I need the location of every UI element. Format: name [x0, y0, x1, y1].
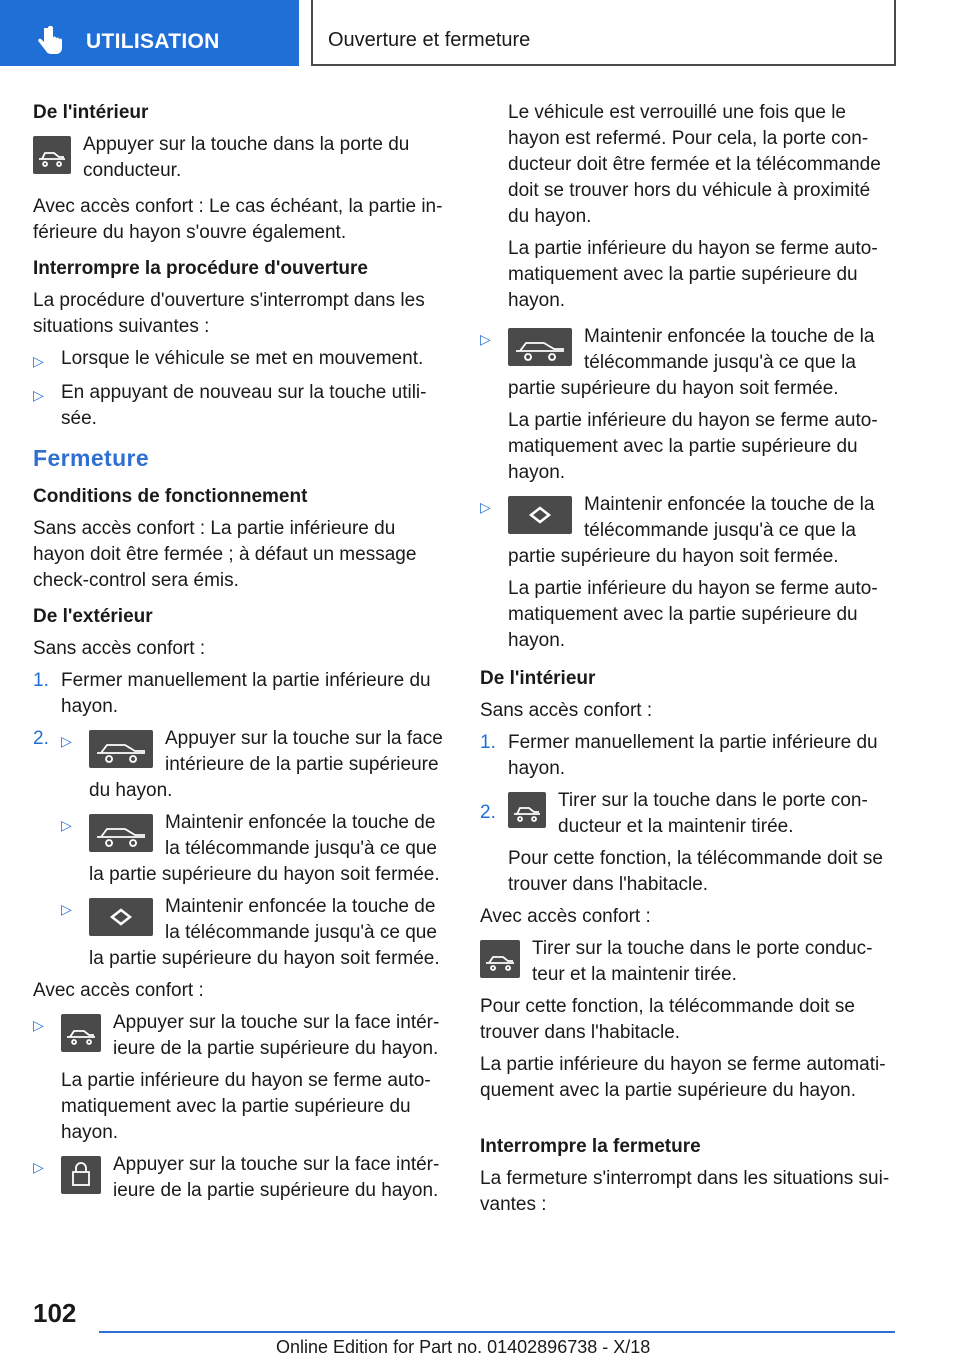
- car-tailgate-icon: [89, 730, 153, 768]
- avec-confort-label-right: Avec accès confort :: [480, 906, 651, 927]
- conditions-text: Sans accès confort : La partie inférieure du hayon doit être fermée ; à défaut un message check-control sera émis.: [33, 518, 417, 591]
- section-tab: [0, 0, 299, 66]
- step2-sub-b: ▷ Maintenir enfoncée la touche de la télécommande jusqu'à ce que la partie supérieure du hayon soit fermée.: [61, 812, 440, 885]
- left-column: [33, 100, 445, 1210]
- chapter-title-box: [311, 0, 896, 66]
- remote-diamond-icon: [508, 496, 572, 534]
- lock-icon: [61, 1156, 101, 1194]
- right-column: [480, 100, 894, 1218]
- confort-note-2: La partie inférieure du hayon se ferme automatiquement avec la partie supérieure du hayon.: [480, 1054, 886, 1101]
- section-label: UTILISATION: [86, 30, 220, 53]
- page-number: 102: [33, 1298, 77, 1328]
- heading-exterieur: De l'extérieur: [33, 606, 153, 627]
- list-item: ▷ Maintenir enfoncée la touche de la télécommande jusqu'à ce que la partie supérieure du hayon soit fermée. La partie inférieure du hayon se ferme automatiquement avec la partie supérieure du hayon.: [480, 494, 878, 651]
- car-tailgate-icon: [33, 136, 71, 174]
- section-heading-fermeture: Fermeture: [33, 445, 150, 471]
- heading-interrompre: Interrompre la procédure d'ouverture: [33, 258, 368, 279]
- list-item: ▷ Appuyer sur la touche sur la face intérieure de la partie supérieure du hayon. La partie inférieure du hayon se ferme automatiquement avec la partie supérieure du hayon.: [33, 1012, 440, 1143]
- car-tailgate-icon: [508, 328, 572, 366]
- confort-text: Avec accès confort : Le cas échéant, la partie inférieure du hayon s'ouvre également.: [33, 196, 443, 243]
- heading-interieur: De l'intérieur: [33, 102, 149, 123]
- step2-sub-c: ▷ Maintenir enfoncée la touche de la télécommande jusqu'à ce que la partie supérieure du hayon soit fermée.: [61, 896, 440, 969]
- heading-conditions: Conditions de fonctionnement: [33, 486, 308, 507]
- list-item: ▷ Lorsque le véhicule se met en mouvement.: [33, 348, 424, 369]
- sans-confort-label-right: Sans accès confort :: [480, 700, 653, 721]
- footer-edition: Online Edition for Part no. 01402896738 - X/18: [276, 1337, 651, 1357]
- avec-confort-label: Avec accès confort :: [33, 980, 204, 1001]
- footer-rule: [99, 1331, 895, 1333]
- step-item: 1. Fermer manuellement la partie inférieure du hayon.: [480, 732, 878, 779]
- car-tailgate-icon: [61, 1014, 101, 1052]
- list-item: ▷ En appuyant de nouveau sur la touche utilisée.: [33, 382, 427, 429]
- list-item: ▷ Maintenir enfoncée la touche de la télécommande jusqu'à ce que la partie supérieure du hayon soit fermée. La partie inférieure du hayon se ferme automatiquement avec la partie supérieure du hayon.: [480, 326, 878, 483]
- interieur-icon-paragraph: [33, 132, 445, 184]
- list-item: ▷ Appuyer sur la touche sur la face intérieure de la partie supérieure du hayon.: [33, 1154, 440, 1201]
- step2-sub-a: ▷ Appuyer sur la touche sur la face intérieure de la partie supérieure du hayon.: [61, 728, 443, 801]
- interrompre-fermeture-text: La fermeture s'interrompt dans les situations suivantes :: [480, 1168, 890, 1215]
- heading-interieur-right: De l'intérieur: [480, 668, 596, 689]
- car-tailgate-icon: [89, 814, 153, 852]
- step-item: 2. Tirer sur la touche dans le porte conducteur et la maintenir tirée. Pour cette fonction, la télécommande doit se trouver dans l'habitacle.: [480, 790, 883, 895]
- car-tailgate-icon: [508, 792, 546, 828]
- lock-note: Le véhicule est verrouillé une fois que le hayon est refermé. Pour cela, la porte conducteur doit être fermée et la télécommande doit se trouver hors du véhicule à proximité du hayon.: [508, 102, 881, 227]
- confort-icon-paragraph: Tirer sur la touche dans le porte conducteur et la maintenir tirée.: [480, 936, 894, 988]
- remote-diamond-icon: [89, 898, 153, 936]
- car-tailgate-icon: [480, 940, 520, 978]
- sans-confort-label: Sans accès confort :: [33, 638, 206, 659]
- heading-interrompre-fermeture: Interrompre la fermeture: [480, 1136, 701, 1157]
- chapter-title: Ouverture et fermeture: [328, 29, 531, 51]
- hand-pointer-icon: [38, 26, 64, 56]
- step-item: 2. ▷ Appuyer sur la touche sur la face intérieure de la partie supérieure du hayon. ▷ Maintenir enfoncée la touche de la télécommande jusqu'à ce que la partie supérieure du hayon soit fermée. ▷ Maintenir enfoncée la touche de la télécommande jusqu'à ce que la partie supérieure du hayon soit fermée.: [33, 726, 445, 972]
- step-item: 1. Fermer manuellement la partie inférieure du hayon.: [33, 670, 431, 717]
- lock-note-2: La partie inférieure du hayon se ferme automatiquement avec la partie supérieure du hayon.: [508, 238, 878, 311]
- interrompre-text: La procédure d'ouverture s'interrompt dans les situations suivantes :: [33, 290, 425, 337]
- confort-note-1: Pour cette fonction, la télécommande doit se trouver dans l'habitacle.: [480, 996, 855, 1043]
- interieur-text: Appuyer sur la touche dans la porte du conducteur.: [83, 134, 410, 181]
